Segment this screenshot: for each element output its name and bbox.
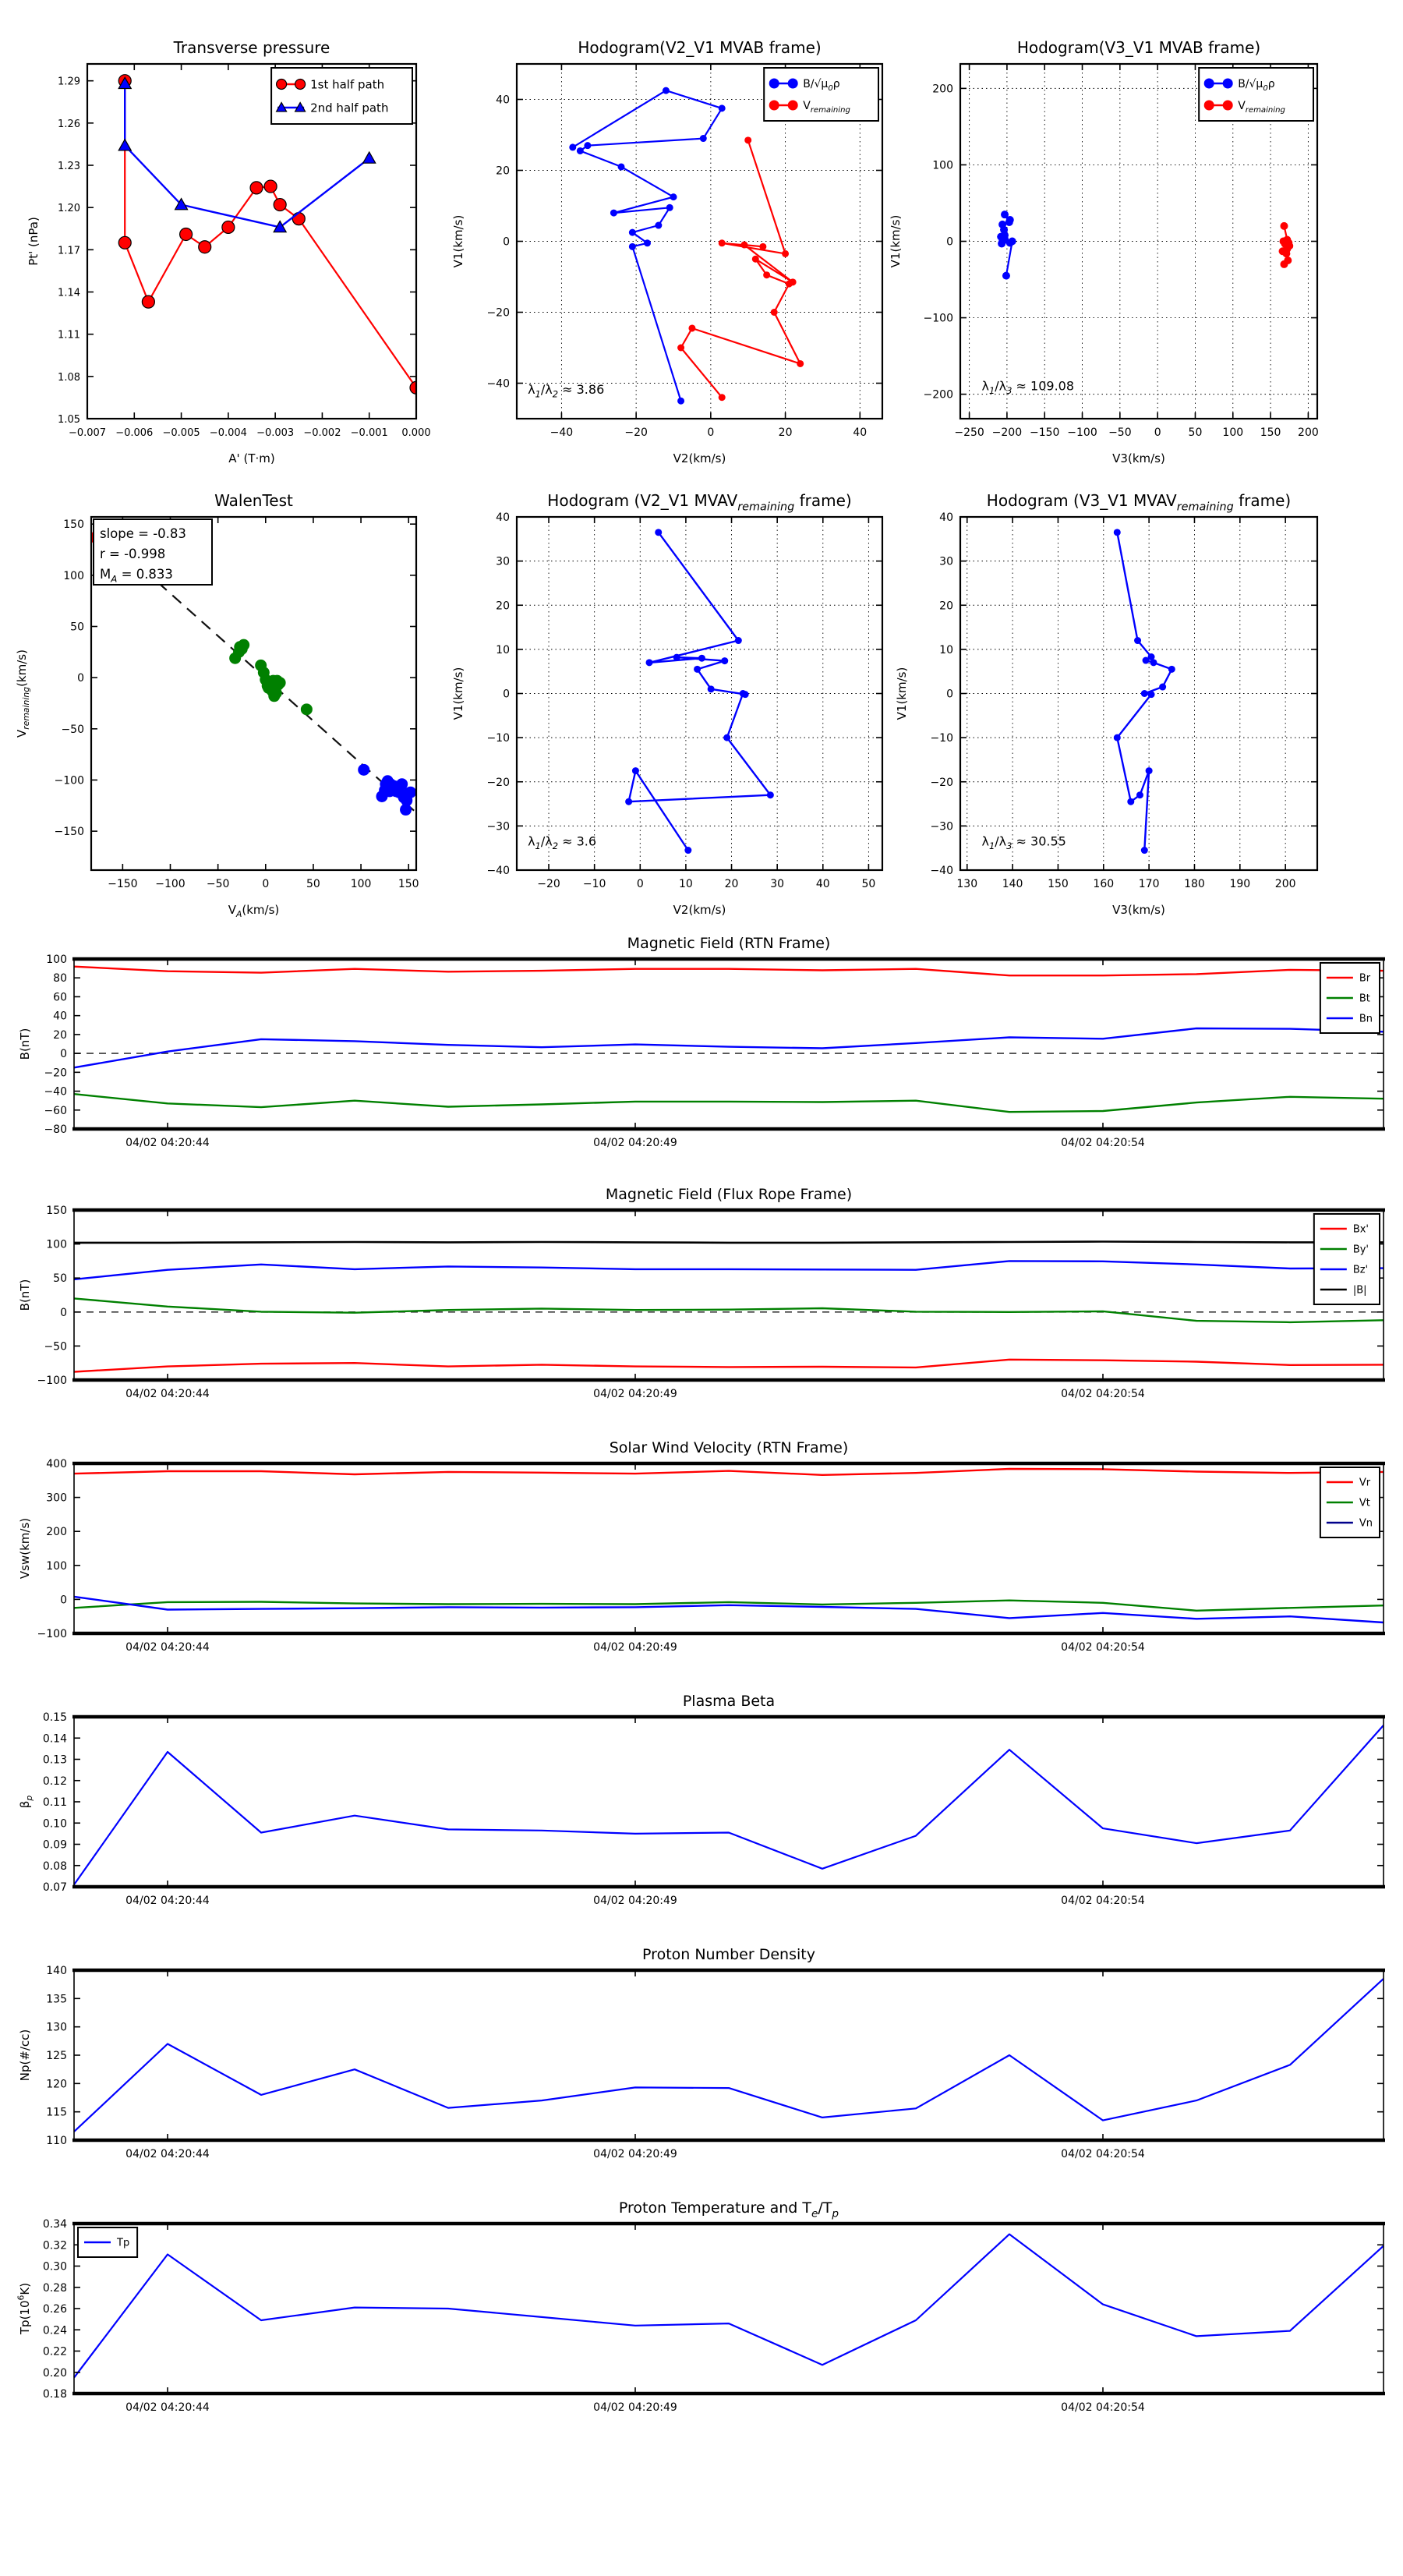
svg-text:150: 150: [46, 1205, 67, 1217]
svg-text:−150: −150: [54, 826, 84, 839]
svg-text:40: 40: [53, 1010, 67, 1023]
svg-text:115: 115: [46, 2106, 67, 2119]
svg-text:40: 40: [496, 511, 510, 524]
svg-text:Vt: Vt: [1359, 1497, 1370, 1509]
svg-text:300: 300: [46, 1491, 67, 1505]
svg-text:−80: −80: [44, 1123, 67, 1136]
svg-text:04/02 04:20:44: 04/02 04:20:44: [125, 1388, 210, 1400]
svg-text:160: 160: [1093, 878, 1115, 890]
svg-text:1.08: 1.08: [58, 371, 80, 384]
svg-text:1st half path: 1st half path: [310, 77, 385, 92]
svg-text:−20: −20: [486, 776, 510, 789]
svg-text:0: 0: [707, 426, 715, 439]
svg-text:−150: −150: [108, 878, 138, 890]
svg-text:50: 50: [1188, 426, 1203, 439]
svg-text:30: 30: [496, 555, 510, 568]
chart-plasma-beta: [18, 1693, 1385, 1907]
svg-text:Vremaining: $V_{remaining}$: [1238, 100, 1285, 115]
svg-text:MA = 0.833: $M_A = 0.833$: [100, 567, 173, 585]
svg-text:1.14: 1.14: [58, 287, 80, 299]
chart-hodogram-v3v1-mvav: [895, 491, 1317, 917]
svg-text:04/02 04:20:54: 04/02 04:20:54: [1061, 1895, 1145, 1907]
svg-text:400: 400: [46, 1458, 67, 1470]
svg-text:190: 190: [1229, 878, 1251, 890]
chart-proton-temperature: [16, 2199, 1385, 2414]
svg-text:0: 0: [636, 878, 644, 890]
svg-text:−10: −10: [582, 878, 606, 890]
svg-text:0: 0: [503, 235, 510, 249]
svg-text:V2(km/s): V2(km/s): [673, 451, 726, 465]
svg-text:80: 80: [53, 972, 67, 985]
svg-text:B/√μ0ρ: $B/√\mu_0\rho$: [803, 78, 840, 93]
svg-text:200: 200: [46, 1526, 67, 1539]
svg-text:slope = -0.83: slope = -0.83: [100, 526, 186, 541]
svg-text:50: 50: [306, 878, 320, 890]
svg-text:−50: −50: [44, 1340, 67, 1353]
svg-text:WalenTest: WalenTest: [214, 491, 293, 510]
svg-text:0.26: 0.26: [42, 2303, 67, 2316]
chart-proton-density: [18, 1946, 1385, 2160]
svg-text:Proton Number Density: Proton Number Density: [642, 1946, 815, 1963]
svg-text:Vremaining: $V_{remaining}$: [803, 100, 850, 115]
svg-text:150: 150: [1260, 426, 1281, 439]
svg-text:0.32: 0.32: [42, 2239, 67, 2252]
svg-text:Plasma Beta: Plasma Beta: [682, 1693, 776, 1710]
svg-text:170: 170: [1138, 878, 1160, 890]
svg-text:−0.002: −0.002: [303, 427, 341, 439]
svg-text:Proton Temperature and Te/Tp: Proton Temperature and $T_e/T_p$: [618, 2199, 839, 2220]
svg-text:Br: Br: [1359, 972, 1371, 985]
svg-text:0.14: 0.14: [42, 1732, 67, 1746]
svg-text:50: 50: [861, 878, 876, 890]
svg-text:V1(km/s): V1(km/s): [451, 667, 465, 720]
svg-text:Vremaining(km/s): $V_{remaining}(km/s)$: [15, 649, 32, 738]
svg-text:50: 50: [70, 621, 84, 634]
svg-text:1.26: 1.26: [58, 118, 80, 130]
svg-text:Vr: Vr: [1359, 1477, 1371, 1489]
svg-text:50: 50: [53, 1272, 67, 1286]
svg-text:0.12: 0.12: [42, 1775, 67, 1788]
svg-text:0.07: 0.07: [42, 1881, 67, 1894]
chart-transverse-pressure: [27, 38, 431, 465]
svg-text:10: 10: [496, 643, 510, 656]
svg-text:−200: −200: [923, 388, 953, 402]
svg-text:20: 20: [496, 600, 510, 613]
svg-text:−0.005: −0.005: [162, 427, 200, 439]
svg-text:10: 10: [678, 878, 693, 890]
svg-text:Vn: Vn: [1359, 1517, 1373, 1530]
svg-text:0.11: 0.11: [42, 1796, 67, 1809]
svg-text:−10: −10: [930, 732, 953, 745]
svg-text:20: 20: [778, 426, 793, 439]
svg-text:10: 10: [939, 643, 953, 656]
svg-text:−30: −30: [486, 820, 510, 833]
svg-text:0: 0: [946, 235, 953, 249]
svg-text:30: 30: [939, 555, 953, 568]
svg-text:0: 0: [60, 1048, 67, 1061]
svg-text:0.22: 0.22: [42, 2345, 67, 2358]
svg-text:−0.006: −0.006: [115, 427, 154, 439]
svg-text:−150: −150: [1029, 426, 1060, 439]
svg-text:100: 100: [1222, 426, 1244, 439]
svg-text:V3(km/s): V3(km/s): [1112, 903, 1165, 917]
svg-text:04/02 04:20:49: 04/02 04:20:49: [593, 2401, 677, 2414]
svg-text:Hodogram(V3_V1 MVAB frame): Hodogram(V3_V1 MVAB frame): [1016, 38, 1261, 57]
svg-text:0.15: 0.15: [42, 1711, 67, 1724]
svg-text:Bt: Bt: [1359, 993, 1370, 1005]
svg-text:0: 0: [503, 688, 510, 701]
svg-text:04/02 04:20:44: 04/02 04:20:44: [125, 1895, 210, 1907]
svg-text:140: 140: [46, 1965, 67, 1977]
svg-text:Hodogram (V3_V1 MVAVremaining: Hodogram (V3_V1 $MVAV_{remaining}$ frame): [986, 491, 1292, 514]
svg-text:−200: −200: [991, 426, 1023, 439]
svg-text:By': By': [1352, 1244, 1369, 1256]
svg-text:20: 20: [724, 878, 739, 890]
svg-text:Pt' (nPa): Pt' (nPa): [27, 217, 41, 266]
svg-text:−30: −30: [930, 820, 953, 833]
svg-text:−0.003: −0.003: [256, 427, 295, 439]
svg-text:04/02 04:20:54: 04/02 04:20:54: [1061, 1641, 1145, 1654]
svg-text:150: 150: [63, 518, 84, 532]
svg-text:−20: −20: [930, 776, 953, 789]
svg-text:1.11: 1.11: [58, 329, 80, 341]
svg-text:100: 100: [63, 569, 84, 582]
svg-text:0.28: 0.28: [42, 2281, 67, 2295]
svg-text:−50: −50: [1108, 426, 1132, 439]
chart-hodogram-v2v1-mvav: [451, 491, 882, 917]
svg-text:100: 100: [46, 954, 67, 966]
svg-text:04/02 04:20:54: 04/02 04:20:54: [1061, 2401, 1145, 2414]
svg-text:100: 100: [46, 1238, 67, 1251]
svg-text:Magnetic Field (RTN Frame): Magnetic Field (RTN Frame): [627, 935, 831, 952]
chart-mf-flux-rope: [18, 1186, 1385, 1400]
svg-text:A' (T·m): A' (T·m): [228, 451, 275, 465]
svg-text:−250: −250: [954, 426, 984, 439]
svg-text:Solar Wind Velocity (RTN Frame: Solar Wind Velocity (RTN Frame): [609, 1439, 849, 1456]
svg-text:04/02 04:20:54: 04/02 04:20:54: [1061, 1388, 1145, 1400]
chart-mf-rtn: [18, 935, 1385, 1149]
svg-text:125: 125: [46, 2050, 67, 2062]
svg-text:04/02 04:20:44: 04/02 04:20:44: [125, 2148, 210, 2160]
svg-text:04/02 04:20:49: 04/02 04:20:49: [593, 1388, 677, 1400]
svg-text:−50: −50: [61, 723, 84, 736]
svg-text:−40: −40: [44, 1085, 67, 1099]
svg-text:−100: −100: [923, 312, 953, 325]
svg-text:B(nT): B(nT): [18, 1028, 32, 1060]
svg-text:150: 150: [1048, 878, 1069, 890]
svg-text:40: 40: [496, 94, 510, 107]
chart-walen-test: [15, 491, 419, 919]
svg-text:−40: −40: [550, 426, 574, 439]
svg-text:0: 0: [60, 1594, 67, 1607]
svg-text:B(nT): B(nT): [18, 1279, 32, 1311]
svg-text:Hodogram (V2_V1 MVAVremaining: Hodogram (V2_V1 $MVAV_{remaining}$ frame): [547, 491, 852, 514]
svg-text:0.18: 0.18: [42, 2388, 67, 2401]
svg-text:VA(km/s): $V_A(km/s)$: [228, 903, 280, 920]
svg-text:λ1/λ3 ≈ 109.08: $\lambda_1/\lambda_3 \approx 109.08$: [981, 378, 1075, 397]
svg-text:0.24: 0.24: [42, 2324, 67, 2337]
svg-text:−100: −100: [37, 1375, 67, 1387]
svg-text:Hodogram(V2_V1 MVAB frame): Hodogram(V2_V1 MVAB frame): [578, 38, 822, 57]
svg-text:180: 180: [1184, 878, 1205, 890]
svg-text:Tp(106K): $Tp(10^6K)$: [16, 2282, 32, 2335]
svg-text:λ1/λ3 ≈ 30.55: $\lambda_1/\lambda_3 \approx 30.55$: [981, 833, 1066, 851]
svg-text:1.20: 1.20: [58, 203, 80, 215]
svg-text:140: 140: [1002, 878, 1023, 890]
svg-text:04/02 04:20:44: 04/02 04:20:44: [125, 2401, 210, 2414]
svg-text:200: 200: [1298, 426, 1319, 439]
svg-text:110: 110: [46, 2135, 67, 2147]
svg-text:−10: −10: [486, 732, 510, 745]
svg-text:λ1/λ2 ≈ 3.86: $\lambda_1/\lambda_2 \approx 3.86$: [528, 382, 605, 400]
svg-text:−0.001: −0.001: [350, 427, 388, 439]
svg-text:V1(km/s): V1(km/s): [895, 667, 909, 720]
svg-text:40: 40: [853, 426, 868, 439]
svg-text:04/02 04:20:54: 04/02 04:20:54: [1061, 2148, 1145, 2160]
svg-text:40: 40: [939, 511, 953, 524]
svg-text:1.05: 1.05: [58, 414, 80, 426]
svg-text:100: 100: [350, 878, 372, 890]
svg-text:20: 20: [53, 1028, 67, 1042]
svg-text:04/02 04:20:44: 04/02 04:20:44: [125, 1641, 210, 1654]
svg-text:−20: −20: [537, 878, 560, 890]
svg-text:−0.007: −0.007: [68, 427, 107, 439]
svg-text:βp: $\beta_p$: [18, 1795, 35, 1809]
svg-text:B/√μ0ρ: $B/√\mu_0\rho$: [1238, 78, 1275, 93]
svg-text:200: 200: [932, 83, 953, 96]
svg-text:−50: −50: [206, 878, 230, 890]
svg-text:04/02 04:20:49: 04/02 04:20:49: [593, 1137, 677, 1149]
svg-text:200: 200: [1274, 878, 1296, 890]
svg-text:120: 120: [46, 2078, 67, 2091]
svg-text:1.23: 1.23: [58, 161, 80, 172]
svg-text:0.09: 0.09: [42, 1838, 67, 1852]
svg-text:20: 20: [939, 600, 953, 613]
svg-text:−20: −20: [44, 1067, 67, 1080]
svg-text:Transverse pressure: Transverse pressure: [173, 38, 330, 57]
svg-text:130: 130: [956, 878, 978, 890]
chart-hodogram-v3v1-mvab: [889, 38, 1319, 465]
svg-text:0: 0: [77, 672, 84, 685]
svg-text:−20: −20: [624, 426, 648, 439]
svg-text:0: 0: [60, 1306, 67, 1319]
svg-text:0.30: 0.30: [42, 2260, 67, 2273]
svg-text:100: 100: [932, 159, 953, 172]
svg-text:Vsw(km/s): Vsw(km/s): [18, 1517, 32, 1580]
svg-text:130: 130: [46, 2021, 67, 2034]
svg-text:04/02 04:20:49: 04/02 04:20:49: [593, 2148, 677, 2160]
svg-text:V1(km/s): V1(km/s): [451, 214, 465, 268]
svg-text:λ1/λ2 ≈ 3.6: $\lambda_1/\lambda_2 \approx 3.6$: [528, 833, 597, 851]
svg-text:−40: −40: [486, 377, 510, 391]
svg-text:0: 0: [946, 688, 953, 701]
svg-text:Bz': Bz': [1352, 1264, 1369, 1276]
svg-text:0.13: 0.13: [42, 1753, 67, 1767]
svg-text:0: 0: [262, 878, 270, 890]
chart-hodogram-v2v1-mvab: [451, 38, 882, 465]
svg-text:Magnetic Field (Flux Rope Fram: Magnetic Field (Flux Rope Frame): [605, 1186, 853, 1203]
svg-text:−100: −100: [37, 1628, 67, 1640]
svg-text:0.000: 0.000: [401, 427, 431, 439]
svg-text:30: 30: [770, 878, 785, 890]
svg-text:0.08: 0.08: [42, 1859, 67, 1873]
svg-text:0.20: 0.20: [42, 2366, 67, 2380]
svg-text:04/02 04:20:44: 04/02 04:20:44: [125, 1137, 210, 1149]
svg-text:1.29: 1.29: [58, 76, 80, 88]
svg-text:0: 0: [1154, 426, 1161, 439]
svg-text:|B|: |B|: [1352, 1284, 1367, 1297]
svg-text:04/02 04:20:54: 04/02 04:20:54: [1061, 1137, 1145, 1149]
svg-text:−40: −40: [930, 865, 953, 877]
svg-text:0.10: 0.10: [42, 1817, 67, 1831]
svg-text:100: 100: [46, 1559, 67, 1573]
svg-text:150: 150: [398, 878, 419, 890]
svg-text:135: 135: [46, 1993, 67, 2006]
svg-text:2nd half path: 2nd half path: [310, 101, 389, 115]
svg-text:Tp: Tp: [117, 2237, 130, 2249]
svg-text:V3(km/s): V3(km/s): [1112, 451, 1165, 465]
svg-text:r = -0.998: r = -0.998: [100, 547, 166, 561]
svg-text:60: 60: [53, 991, 67, 1004]
svg-text:−100: −100: [1067, 426, 1097, 439]
svg-text:04/02 04:20:49: 04/02 04:20:49: [593, 1641, 677, 1654]
svg-text:Np(#/cc): Np(#/cc): [18, 2029, 32, 2082]
svg-text:20: 20: [496, 165, 510, 178]
svg-text:−20: −20: [486, 306, 510, 320]
svg-text:Bx': Bx': [1352, 1223, 1369, 1236]
svg-text:−100: −100: [155, 878, 186, 890]
svg-text:Bn: Bn: [1359, 1013, 1373, 1025]
svg-text:04/02 04:20:49: 04/02 04:20:49: [593, 1895, 677, 1907]
svg-text:−0.004: −0.004: [209, 427, 247, 439]
svg-text:V1(km/s): V1(km/s): [889, 214, 903, 268]
svg-text:40: 40: [815, 878, 830, 890]
svg-text:0.34: 0.34: [42, 2218, 67, 2231]
svg-text:−100: −100: [54, 774, 84, 787]
svg-text:−60: −60: [44, 1104, 67, 1117]
svg-text:V2(km/s): V2(km/s): [673, 903, 726, 917]
svg-text:−40: −40: [486, 865, 510, 877]
chart-sw-velocity: [18, 1439, 1385, 1654]
svg-text:1.17: 1.17: [58, 245, 80, 257]
